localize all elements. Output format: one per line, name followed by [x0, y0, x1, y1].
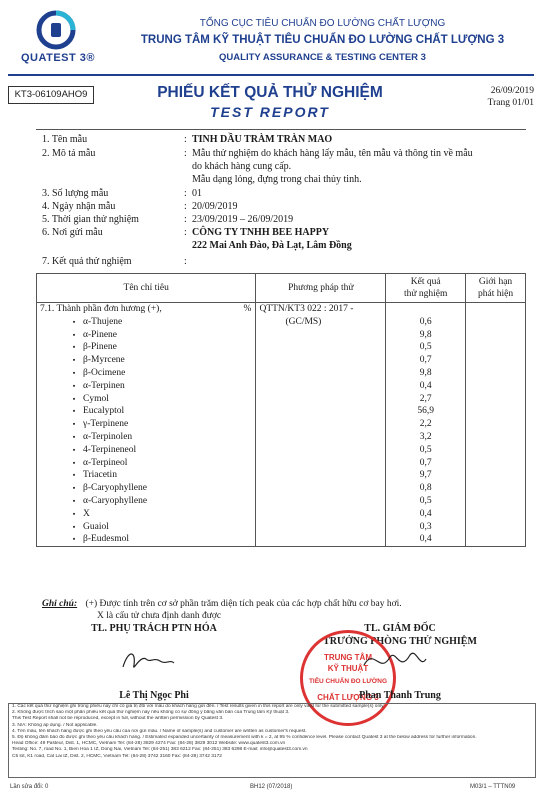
method-cell — [256, 329, 386, 342]
method-cell — [256, 457, 386, 470]
method-cell — [256, 380, 386, 393]
bullet-icon: ▪ — [72, 420, 76, 429]
footer-line3: This Test Report shall not be reproduced, except in full, without the written permission by Quatest 3. — [12, 716, 224, 722]
result-value: 0,7 — [386, 457, 466, 470]
table-row — [37, 533, 526, 546]
compound-cell — [37, 354, 256, 367]
table-row — [37, 354, 526, 367]
right-signature — [360, 645, 430, 680]
result-value: 0,5 — [386, 495, 466, 508]
compound-cell — [37, 533, 256, 546]
method-line2: (GC/MS) — [285, 316, 322, 327]
sample-desc-line3: Mẫu dạng lỏng, đựng trong chai thủy tinh. — [192, 174, 362, 185]
method-cell — [256, 393, 386, 406]
sample-desc-line2: do khách hàng cung cấp. — [192, 161, 292, 172]
compound-name: X — [83, 508, 90, 519]
table-row — [37, 405, 526, 418]
received-date-label: 4. Ngày nhận mẫu — [42, 201, 116, 212]
compound-cell — [37, 367, 256, 380]
sender-company: CÔNG TY TNHH BEE HAPPY — [192, 227, 330, 238]
compound-cell — [37, 482, 256, 495]
compound-name: α-Thujene — [83, 316, 123, 327]
detection-limit-cell — [466, 418, 526, 431]
quatest-logo-icon — [36, 10, 76, 50]
detection-limit-cell — [466, 495, 526, 508]
col-header-parameter: Tên chỉ tiêu — [37, 274, 256, 303]
result-value: 0,7 — [386, 354, 466, 367]
section-row — [37, 303, 526, 316]
compound-cell — [37, 405, 256, 418]
bullet-icon: ▪ — [72, 471, 76, 480]
method-cell — [256, 367, 386, 380]
method-cell — [256, 521, 386, 534]
form-code: BH12 (07/2018) — [250, 784, 293, 790]
result-value: 9,8 — [386, 329, 466, 342]
table-row — [37, 316, 526, 329]
sample-qty-label: 3. Số lượng mẫu — [42, 188, 109, 199]
method-line1: QTTN/KT3 022 : 2017 - — [256, 303, 386, 316]
method-cell — [256, 469, 386, 482]
method-cell — [256, 418, 386, 431]
compound-name: β-Caryophyllene — [83, 483, 147, 494]
table-row — [37, 508, 526, 521]
header-center-vn: TRUNG TÂM KỸ THUẬT TIÊU CHUẨN ĐO LƯỜNG CHẤT LƯỢNG 3 — [140, 34, 505, 46]
empty-cell — [466, 303, 526, 316]
sender-label: 6. Nơi gửi mẫu — [42, 227, 103, 238]
col-header-limit — [466, 274, 526, 303]
bullet-icon: ▪ — [72, 317, 76, 326]
test-period-value: 23/09/2019 – 26/09/2019 — [192, 214, 294, 225]
colon: : — [184, 214, 187, 225]
method-cell — [256, 431, 386, 444]
result-value: 0,4 — [386, 380, 466, 393]
detection-limit-cell — [466, 329, 526, 342]
result-value: 0,4 — [386, 508, 466, 521]
notes-block — [42, 599, 402, 609]
table-row — [37, 418, 526, 431]
section-title: 7.1. Thành phần đơn hương (+), — [40, 304, 162, 314]
colon: : — [184, 256, 187, 267]
bullet-icon: ▪ — [72, 445, 76, 454]
table-row — [37, 431, 526, 444]
result-value: 56,9 — [386, 405, 466, 418]
method-cell — [256, 508, 386, 521]
note-1: (+) Được tính trên cơ sở phần trăm diện tích peak của các hợp chất hữu cơ bay hơi. — [85, 599, 402, 609]
report-number: KT3-06109AHO9 — [8, 86, 94, 104]
table-row — [37, 482, 526, 495]
method-cell — [256, 316, 386, 329]
colon: : — [184, 188, 187, 199]
report-title-vn: PHIẾU KẾT QUẢ THỬ NGHIỆM — [157, 84, 383, 101]
result-value: 0,4 — [386, 533, 466, 546]
method-cell — [256, 405, 386, 418]
detection-limit-cell — [466, 341, 526, 354]
right-signatory-title1: TL. GIÁM ĐỐC — [364, 623, 436, 634]
compound-name: Guaiol — [83, 521, 109, 532]
compound-name: α-Terpinolen — [83, 431, 133, 442]
result-value: 0,5 — [386, 341, 466, 354]
notes-label: Ghi chú: — [42, 599, 78, 609]
detection-limit-cell — [466, 393, 526, 406]
bullet-icon: ▪ — [72, 535, 76, 544]
compound-name: β-Myrcene — [83, 355, 125, 366]
footer-line9: C5 lot, K1 road, Cat Lai IZ, Dist. 2, HCMC, Vietnam Tel: (84-28) 3742 3160 Fax: (84-28) 3742 3172 — [12, 753, 222, 759]
method-cell — [256, 482, 386, 495]
compound-cell — [37, 495, 256, 508]
compound-cell — [37, 316, 256, 329]
footer-line5: 4. Tên mẫu, tên khách hàng được ghi theo yêu cầu của nơi gửi mẫu. / Name of sample(s) and customer are written as customer's request. — [12, 728, 307, 734]
test-period-label: 5. Thời gian thử nghiệm — [42, 214, 139, 225]
detection-limit-cell — [466, 533, 526, 546]
received-date-value: 20/09/2019 — [192, 201, 238, 212]
report-title-en: TEST REPORT — [210, 104, 330, 120]
compound-name: Cymol — [83, 393, 109, 404]
compound-cell — [37, 341, 256, 354]
stamp-line3: TIÊU CHUẨN ĐO LƯỜNG — [308, 678, 388, 685]
result-value: 0,5 — [386, 444, 466, 457]
result-value: 0,6 — [386, 316, 466, 329]
result-value: 3,2 — [386, 431, 466, 444]
sample-name-label: 1. Tên mẫu — [42, 134, 88, 145]
report-date: 26/09/2019 — [490, 86, 534, 96]
bullet-icon: ▪ — [72, 381, 76, 390]
stamp-line1: TRUNG TÂM — [324, 653, 372, 662]
table-row — [37, 367, 526, 380]
bullet-icon: ▪ — [72, 356, 76, 365]
compound-name: γ-Terpinene — [83, 419, 129, 430]
brand-name: QUATEST 3® — [20, 52, 96, 64]
compound-name: α-Terpinen — [83, 380, 125, 391]
section-cell — [37, 303, 256, 316]
bullet-icon: ▪ — [72, 496, 76, 505]
detection-limit-cell — [466, 482, 526, 495]
result-value: 0,3 — [386, 521, 466, 534]
detection-limit-cell — [466, 405, 526, 418]
header-divider — [8, 74, 534, 76]
compound-cell — [37, 329, 256, 342]
table-row — [37, 469, 526, 482]
compound-cell — [37, 521, 256, 534]
table-row — [37, 341, 526, 354]
bullet-icon: ▪ — [72, 484, 76, 493]
footer-line1: 1. Các kết quả thử nghiệm ghi trong phiếu này chỉ có giá trị đối với mẫu do khách hàng gửi đến. / Test results given in this report are only valid for the submitted sample(s) only. — [12, 704, 385, 709]
compound-cell — [37, 508, 256, 521]
colon: : — [184, 148, 187, 159]
table-row — [37, 393, 526, 406]
sample-desc-line1: Mẫu thử nghiệm do khách hàng lấy mẫu, tên mẫu và thông tin về mẫu — [192, 148, 473, 159]
detection-limit-cell — [466, 316, 526, 329]
colon: : — [184, 201, 187, 212]
compound-name: α-Terpineol — [83, 457, 128, 468]
quatest-logo — [8, 8, 108, 70]
empty-cell — [386, 303, 466, 316]
table-row — [37, 457, 526, 470]
left-signatory-title: TL. PHỤ TRÁCH PTN HÓA — [91, 623, 217, 634]
table-row — [37, 444, 526, 457]
col-header-limit-line2: phát hiện — [477, 289, 514, 299]
compound-cell — [37, 469, 256, 482]
col-header-limit-line1: Giới hạn — [478, 277, 513, 287]
result-value: 2,2 — [386, 418, 466, 431]
bullet-icon: ▪ — [72, 509, 76, 518]
compound-cell — [37, 418, 256, 431]
revision-number: Lần sửa đổi: 0 — [10, 784, 49, 790]
col-header-result-line2: thử nghiệm — [403, 289, 448, 299]
note-2: X là cấu tử chưa định danh được — [97, 611, 222, 621]
header-agency: TỔNG CỤC TIÊU CHUẨN ĐO LƯỜNG CHẤT LƯỢNG — [199, 18, 446, 29]
compound-cell — [37, 380, 256, 393]
colon: : — [184, 134, 187, 145]
result-value: 2,7 — [386, 393, 466, 406]
bullet-icon: ▪ — [72, 394, 76, 403]
method-cell — [256, 354, 386, 367]
table-header-row — [37, 274, 526, 303]
stamp-line4: CHẤT LƯỢNG 3 — [317, 693, 379, 702]
right-signatory-name: Phan Thanh Trung — [359, 690, 441, 701]
compound-cell — [37, 457, 256, 470]
footer-line2: 2. Không được trích sao một phần phiếu kết quả thử nghiệm này nếu không có sự đồng ý bằng văn bản của Trung tâm Kỹ thuật 3. — [12, 710, 290, 716]
compound-name: Triacetin — [83, 470, 117, 481]
footer-line7: Head Office: 49 Pasteur, Dist. 1, HCMC, Vietnam Tel: (84-28) 3829 4274 Fax: (84-28) 3829 3012 Website: www.quatest3.com.vn — [12, 741, 286, 747]
table-row — [37, 380, 526, 393]
compound-name: β-Ocimene — [83, 367, 126, 378]
result-value: 9,8 — [386, 367, 466, 380]
detection-limit-cell — [466, 521, 526, 534]
sender-address: 222 Mai Anh Đào, Đà Lạt, Lâm Đồng — [192, 240, 352, 251]
footer-line8: Testing: No. 7, road No. 1, Bien Hoa 1 IZ, Dong Nai, Vietnam Tel: (84-251) 383 6212 Fax: (84-251) 383 6298 E-mail: info@quatest3.com.vn — [12, 747, 308, 753]
bullet-icon: ▪ — [72, 368, 76, 377]
bullet-icon: ▪ — [72, 522, 76, 531]
method-cell — [256, 533, 386, 546]
results-label: 7. Kết quả thử nghiệm — [42, 256, 132, 267]
doc-code: M03/1 – TTTN09 — [470, 784, 516, 790]
col-header-result-line1: Kết quả — [410, 277, 441, 287]
compound-cell — [37, 444, 256, 457]
colon: : — [184, 227, 187, 238]
right-signatory-title2: TRƯỞNG PHÒNG THỬ NGHIỆM — [323, 636, 477, 647]
left-signature — [118, 645, 178, 675]
table-row — [37, 329, 526, 342]
sample-desc-label: 2. Mô tả mẫu — [42, 148, 96, 159]
bullet-icon: ▪ — [72, 330, 76, 339]
result-value: 9,7 — [386, 469, 466, 482]
result-value: 0,8 — [386, 482, 466, 495]
sample-qty-value: 01 — [192, 188, 202, 199]
footer-notes — [8, 703, 536, 778]
bullet-icon: ▪ — [72, 407, 76, 416]
compound-cell — [37, 393, 256, 406]
compound-name: α-Pinene — [83, 329, 117, 340]
header-center-en: QUALITY ASSURANCE & TESTING CENTER 3 — [219, 52, 426, 63]
compound-cell — [37, 431, 256, 444]
method-cell — [256, 341, 386, 354]
detection-limit-cell — [466, 508, 526, 521]
detection-limit-cell — [466, 444, 526, 457]
section-unit: % — [243, 304, 252, 314]
footer-line4: 3. N/A: Không áp dụng. / Not applicable. — [12, 722, 98, 728]
col-header-method: Phương pháp thử — [256, 274, 386, 303]
page-number: Trang 01/01 — [487, 98, 534, 108]
results-rows — [37, 316, 526, 547]
detection-limit-cell — [466, 367, 526, 380]
method-cell — [256, 495, 386, 508]
left-signatory-name: Lê Thị Ngọc Phi — [119, 690, 189, 701]
sample-name-value: TINH DẦU TRÀM TRÀN MAO — [192, 134, 333, 145]
compound-name: α-Caryophyllene — [83, 495, 148, 506]
bullet-icon: ▪ — [72, 432, 76, 441]
bullet-icon: ▪ — [72, 458, 76, 467]
compound-name: β-Pinene — [83, 342, 117, 353]
detection-limit-cell — [466, 469, 526, 482]
compound-name: 4-Terpineneol — [83, 444, 137, 455]
table-row — [37, 495, 526, 508]
results-table — [36, 273, 526, 547]
detection-limit-cell — [466, 431, 526, 444]
stamp-line2: KỸ THUẬT — [327, 664, 369, 673]
detection-limit-cell — [466, 457, 526, 470]
method-cell — [256, 444, 386, 457]
table-row — [37, 521, 526, 534]
detection-limit-cell — [466, 354, 526, 367]
compound-name: Eucalyptol — [83, 406, 125, 417]
col-header-result — [386, 274, 466, 303]
detection-limit-cell — [466, 380, 526, 393]
bullet-icon: ▪ — [72, 343, 76, 352]
footer-line6: 5. Độ không đảm bảo đo được ghi theo yêu cầu khách hàng. / Estimated expanded uncertainty of measurement with k = 2, at 95 % confidence level. Please contact Quatest 3 at the below address for further information. — [12, 735, 477, 741]
compound-name: β-Eudesmol — [83, 534, 129, 545]
